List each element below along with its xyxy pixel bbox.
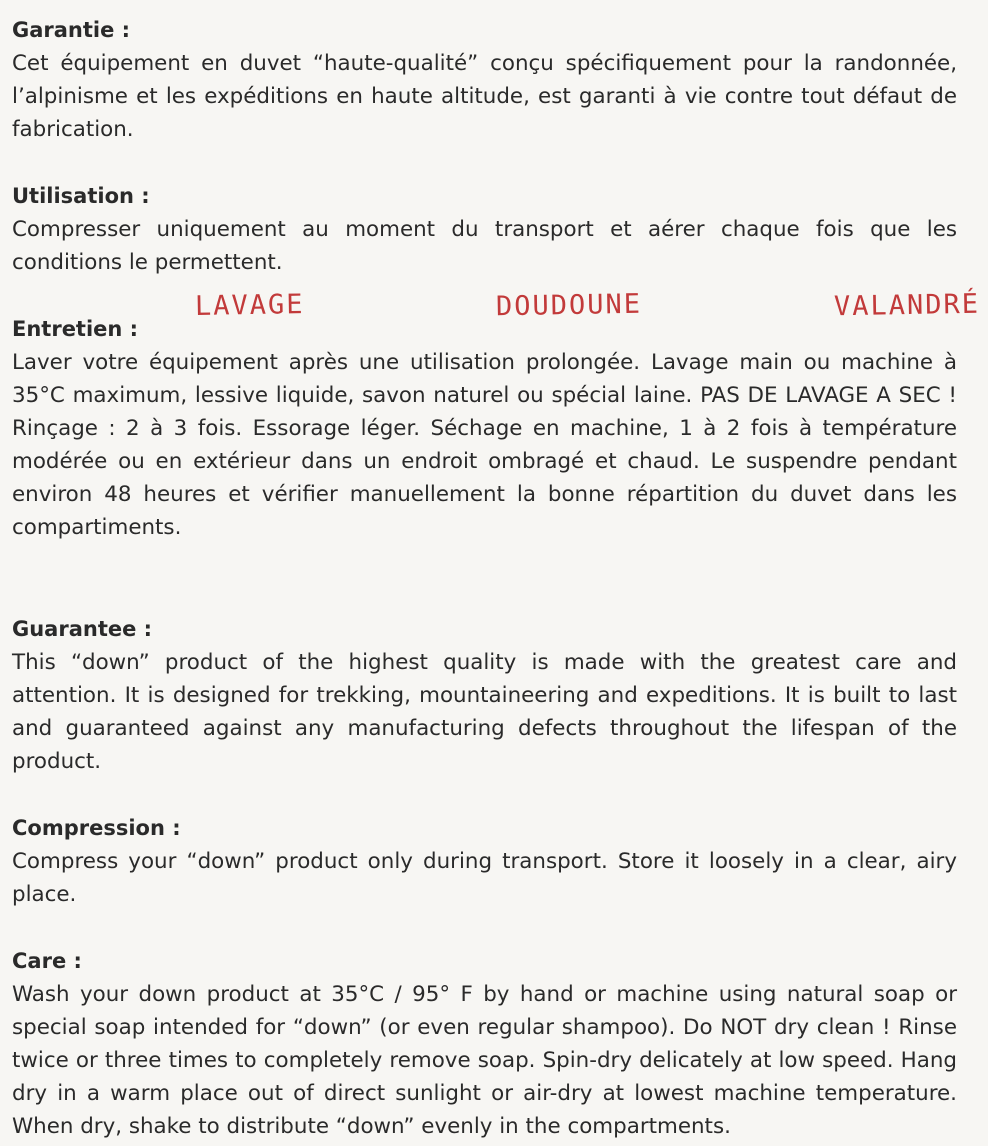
compression-heading: Compression : bbox=[12, 816, 181, 840]
section-care bbox=[12, 945, 957, 1143]
section-utilisation bbox=[12, 180, 957, 279]
utilisation-heading: Utilisation : bbox=[12, 184, 150, 208]
utilisation-text: Compresser uniquement au moment du transport et aérer chaque fois que les conditions le permettent. bbox=[12, 217, 957, 275]
section-guarantee bbox=[12, 613, 957, 778]
handwritten-word-lavage: LAVAGE bbox=[194, 288, 305, 322]
garantie-heading: Garantie : bbox=[12, 18, 131, 42]
entretien-text: Laver votre équipement après une utilisation prolongée. Lavage main ou machine à 35°C maximum, lessive liquide, savon naturel ou spécial laine. PAS DE LAVAGE A SEC ! Rinçage : 2 à 3 fois. Essorage léger. Séchage en machine, 1 à 2 fois à température modérée ou en extérieur dans un endroit ombragé et chaud. Le suspendre pendant environ 48 heures et vérifier manuellement la bonne répartition du duvet dans les compartiments. bbox=[12, 350, 957, 540]
guarantee-heading: Guarantee : bbox=[12, 617, 153, 641]
compression-text: Compress your “down” product only during transport. Store it loosely in a clear, airy place. bbox=[12, 849, 957, 907]
care-heading: Care : bbox=[12, 949, 82, 973]
guarantee-text: This “down” product of the highest quality is made with the greatest care and attention. It is designed for trekking, mountaineering and expeditions. It is built to last and guaranteed against any manufacturing defects throughout the lifespan of the product. bbox=[12, 650, 957, 774]
garantie-text: Cet équipement en duvet “haute-qualité” conçu spécifiquement pour la randonnée, l’alpinisme et les expéditions en haute altitude, est garanti à vie contre tout défaut de fabrication. bbox=[12, 51, 957, 142]
entretien-heading: Entretien : bbox=[12, 317, 139, 341]
handwritten-word-valandre: VALANDRÉ bbox=[833, 288, 981, 322]
section-compression bbox=[12, 812, 957, 911]
handwritten-word-doudoune: DOUDOUNE bbox=[495, 288, 643, 322]
care-text: Wash your down product at 35°C / 95° F by hand or machine using natural soap or special soap intended for “down” (or even regular shampoo). Do NOT dry clean ! Rinse twice or three times to completely remove soap. Spin-dry delicately at low speed. Hang dry in a warm place out of direct sunlight or air-dry at lowest machine temperature. When dry, shake to distribute “down” evenly in the compartments. bbox=[12, 982, 957, 1139]
section-entretien bbox=[12, 313, 957, 544]
section-garantie bbox=[12, 14, 957, 146]
